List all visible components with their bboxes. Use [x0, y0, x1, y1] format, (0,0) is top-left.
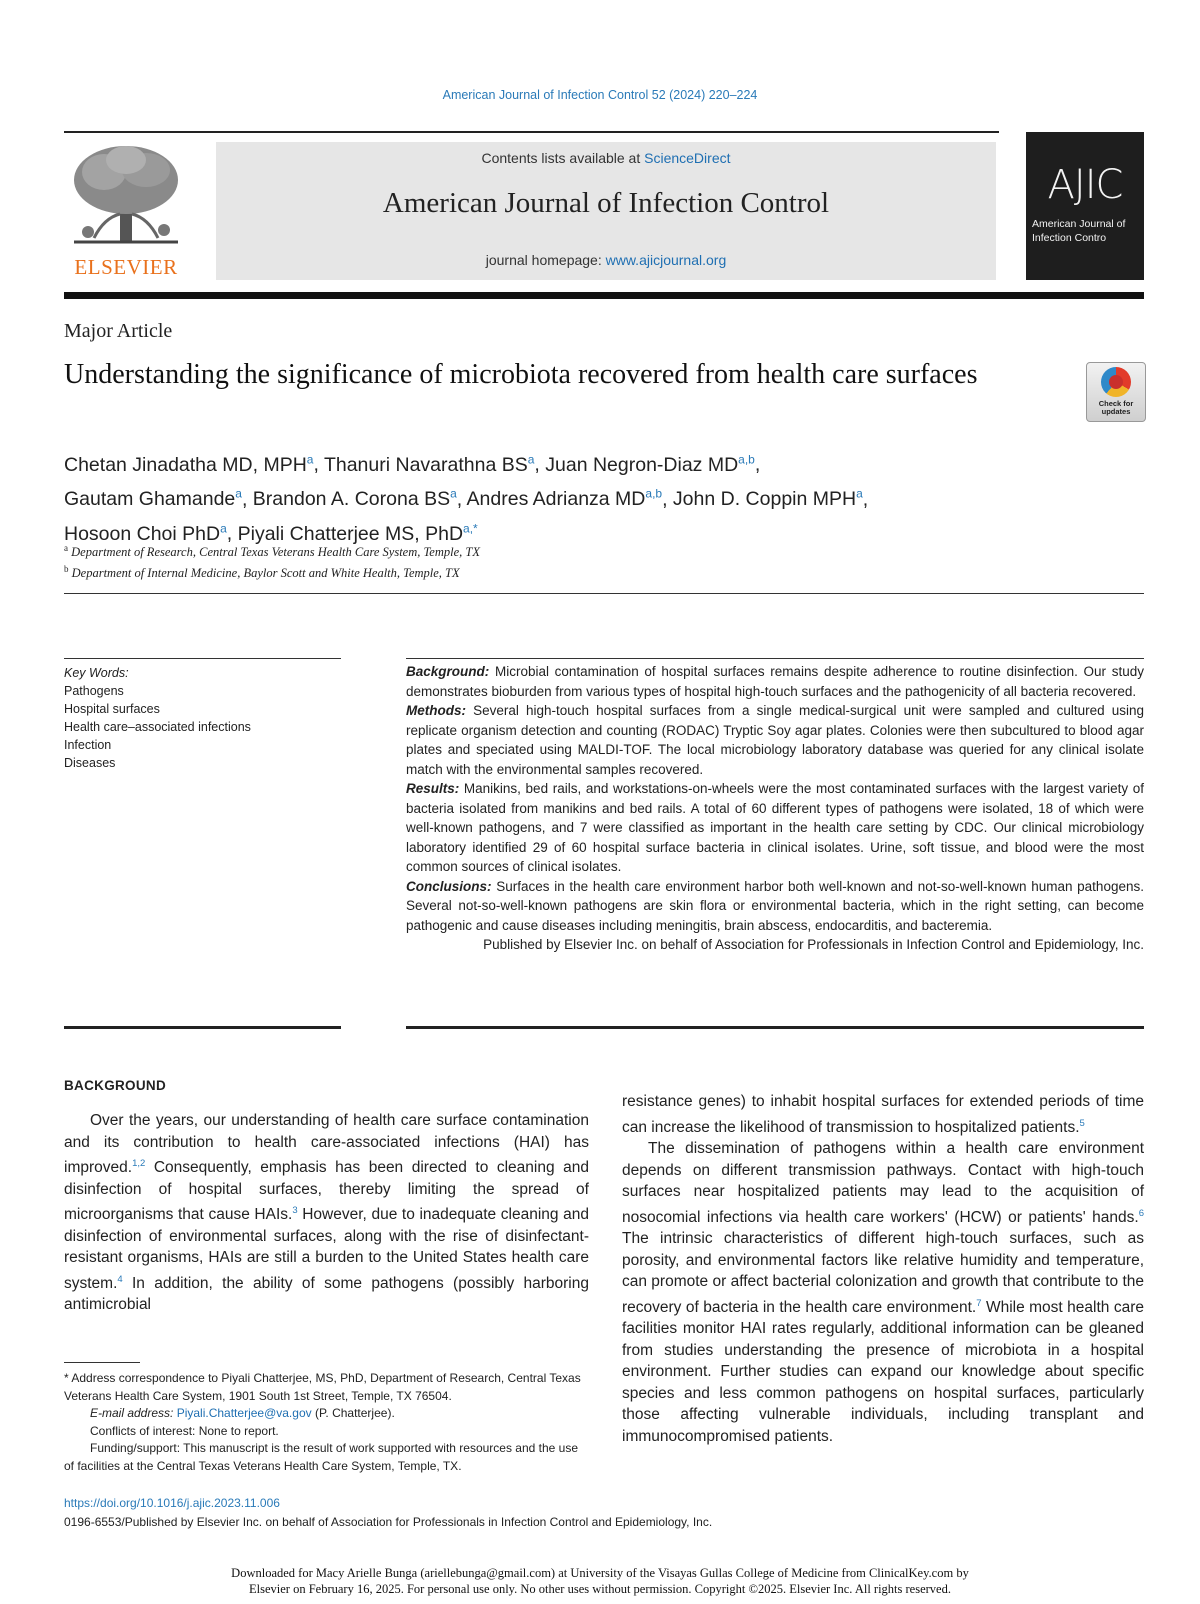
author[interactable]: Andres Adrianza MD$^{a,b}$: [466, 486, 663, 510]
author[interactable]: Juan Negron-Diaz MD$^{a,b}$: [545, 452, 755, 476]
keyword: Diseases: [64, 756, 116, 770]
homepage-prefix: journal homepage:: [485, 252, 606, 268]
crossmark-icon: [1101, 367, 1131, 397]
reference-link[interactable]: 3: [292, 1205, 298, 1217]
elsevier-tree-icon: [64, 142, 188, 254]
author[interactable]: Brandon A. Corona $BS^a$: [252, 486, 457, 510]
author-list: Chetan Jinadatha MD, MPH$^a$, Thanuri Navarathna $BS^a$, Juan Negron-Diaz MD$^{a,b}$, Gautam Ghamande$^a$, Brandon A. Corona $BS^a$, Andres Adrianza MD$^{a,b}$, John D. Coppin MPH$^a$, Hosoon Choi PhD$^a$, Piyali Chatterjee MS, PhD$^{a,*}$: [64, 452, 869, 545]
conflicts-note: Conflicts of interest: None to report.: [90, 1423, 279, 1438]
funding-note: Funding/support: This manuscript is the result of work supported with resources and the use of facilities at the Central Texas Veterans Health Care System, Temple, TX.: [64, 1441, 579, 1473]
article-title: Understanding the significance of microbiota recovered from health care surfaces: [64, 359, 978, 390]
header-thick-rule: [64, 292, 1144, 299]
footnotes: [64, 1370, 589, 1475]
check-for-updates-button[interactable]: [1086, 362, 1146, 422]
homepage-line: [216, 252, 996, 268]
email-note: E-mail address: Piyali.Chatterjee@va.gov (P. Chatterjee).: [90, 1406, 395, 1420]
header-rule: [64, 131, 999, 133]
journal-citation[interactable]: American Journal of Infection Control 52 (2024) 220–224: [442, 88, 758, 102]
author[interactable]: Gautam Ghamande$^a$: [64, 486, 242, 510]
body-paragraph: The dissemination of pathogens within a health care environment depends on different transmission pathways. Contact with high-touch surfaces near hospitalized patients may lead to the acquisition of nosocomial infections via health care workers' (HCW) or patients' hands.$^6$ The intrinsic characteristics of different high-touch surfaces, such as porosity, and environmental factors like relative humidity and temperature, can promote or affect bacterial colonization and growth that contribute to the recovery of bacteria in the health care environment.$^7$ While most health care facilities monitor HAI rates regularly, additional information can be gleaned from studies understanding the presence of microbiota in a hospital environment. Further studies can expand our knowledge about specific species and less common pathogens on hospital surfaces, particularly those affecting vulnerable individuals, including transplant and immunocompromised patients.: [622, 1140, 1144, 1445]
reference-link[interactable]: 1,2: [132, 1158, 146, 1169]
download-line-2: Elsevier on February 16, 2025. For personal use only. No other uses without permission. Copyright ©2025. Elsevier Inc. All rights reserved.: [249, 1582, 951, 1596]
journal-homepage-link[interactable]: www.ajicjournal.org: [605, 252, 727, 268]
author[interactable]: Hosoon Choi PhD$^a$: [64, 521, 227, 545]
abstract-published-by: Published by Elsevier Inc. on behalf of Association for Professionals in Infection Control and Epidemiology, Inc.: [483, 937, 1144, 952]
keyword: Health care–associated infections: [64, 720, 251, 734]
reference-link[interactable]: 4: [117, 1273, 123, 1285]
abstract-background: Background: Microbial contamination of hospital surfaces remains despite adherence to routine disinfection. Our study demonstrates bioburden from various types of hospital high-touch surfaces and the pathogenicity of all bacteria recovered.: [406, 664, 1144, 699]
body-right-column: [622, 1091, 1144, 1447]
body-paragraph: Over the years, our understanding of health care surface contamination and its contribution to health care-associated infections (HAI) has improved.$^{1,2}$ Consequently, emphasis has been directed to cleaning and disinfection of hospital surfaces, thereby limiting the spread of microorganisms that cause HAIs.$^3$ However, due to inadequate cleaning and disinfection of environmental surfaces, along with the rise of disinfectant-resistant organisms, HAIs are still a burden to the United States health care system.$^4$ In addition, the ability of some pathogens (possibly harboring antimicrobial: [64, 1112, 589, 1314]
abstract-rule: [406, 658, 1144, 659]
author[interactable]: Chetan Jinadatha MD, MPH$^a$: [64, 452, 314, 476]
contents-prefix: Contents lists available at: [481, 150, 645, 166]
keyword: Infection: [64, 738, 112, 752]
journal-banner: [216, 142, 996, 280]
email-link[interactable]: Piyali.Chatterjee@va.gov: [176, 1406, 312, 1420]
author[interactable]: Piyali Chatterjee MS, PhD$^{a,*}$: [237, 521, 478, 545]
body-left-column: [64, 1110, 589, 1316]
abstract: [406, 662, 1144, 955]
affiliation: $^a$ Department of Research, Central Texas Veterans Health Care System, Temple, TX: [64, 543, 480, 560]
title-divider: [64, 593, 1144, 594]
body-paragraph: resistance genes) to inhabit hospital surfaces for extended periods of time can increase the likelihood of transmission to hospitalized patients.$^5$: [622, 1093, 1144, 1136]
crossmark-label: Check for updates: [1098, 399, 1134, 416]
article-type: Major Article: [64, 320, 173, 342]
journal-cover[interactable]: [1026, 132, 1144, 280]
elsevier-logo[interactable]: [64, 142, 188, 280]
affiliations: [64, 540, 480, 582]
keywords-bottom-rule: [64, 1026, 341, 1029]
correspondence-note: * Address correspondence to Piyali Chatterjee, MS, PhD, Department of Research, Central Texas Veterans Health Care System, 1901 South 1st Street, Temple, TX 76504.: [64, 1371, 581, 1403]
sciencedirect-link[interactable]: ScienceDirect: [644, 150, 731, 166]
keywords-box: [64, 664, 341, 772]
cover-subtitle: American Journal of Infection Contro: [1032, 218, 1126, 244]
abstract-bottom-rule: [406, 1026, 1144, 1029]
reference-link[interactable]: 7: [976, 1297, 982, 1309]
author[interactable]: John D. Coppin MPH$^a$: [672, 486, 863, 510]
abstract-methods: Methods: Several high-touch hospital surfaces from a single medical-surgical unit were sampled and cultured using replicate organism detection and counting (RODAC) Tryptic Soy agar plates. Colonies were then subcultured to blood agar plates and speciated using MALDI-TOF. The local microbiology laboratory database was queried for any clinical isolate match with the environmental samples recovered.: [406, 703, 1144, 777]
author[interactable]: Thanuri Navarathna $BS^a$: [323, 452, 535, 476]
section-heading: BACKGROUND: [64, 1078, 166, 1093]
doi-link[interactable]: https://doi.org/10.1016/j.ajic.2023.11.006: [64, 1496, 280, 1510]
download-line-1: Downloaded for Macy Arielle Bunga (ariellebunga@gmail.com) at University of the Visayas Gullas College of Medicine from ClinicalKey.com by: [231, 1566, 969, 1580]
keyword: Pathogens: [64, 684, 124, 698]
keyword: Hospital surfaces: [64, 702, 160, 716]
abstract-conclusions: Conclusions: Surfaces in the health care environment harbor both well-known and not-so-well-known human pathogens. Several not-so-well-known pathogens are skin flora or environmental bacteria, which in the right setting, can become pathogenic and cause diseases including meningitis, brain abscess, endocarditis, and bacteremia.: [406, 878, 1144, 933]
keywords-heading: Key Words:: [64, 666, 129, 680]
reference-link[interactable]: 6: [1138, 1207, 1144, 1219]
abstract-results: Results: Manikins, bed rails, and workstations-on-wheels were the most contaminated surfaces with the largest variety of bacteria isolated from manikins and bed rails. A total of 60 different types of pathogens were isolated, 18 of which were well-known pathogens, and 7 were classified as important in the health care setting by CDC. Our clinical microbiology laboratory identified 29 of 60 hospital surface bacteria in clinical isolates. Urine, soft tissue, and blood were the most common sources of clinical isolates.: [406, 781, 1144, 874]
footnote-rule: [64, 1362, 140, 1363]
keywords-rule: [64, 658, 341, 659]
download-notice: [0, 1565, 1200, 1597]
affiliation: $^b$ Department of Internal Medicine, Baylor Scott and White Health, Temple, TX: [64, 564, 460, 581]
reference-link[interactable]: 5: [1079, 1117, 1085, 1129]
elsevier-wordmark: ELSEVIER: [74, 255, 178, 279]
contents-line: [216, 150, 996, 166]
journal-name: American Journal of Infection Control: [382, 187, 830, 219]
issn-line: 0196-6553/Published by Elsevier Inc. on behalf of Association for Professionals in Infection Control and Epidemiology, Inc.: [64, 1515, 713, 1529]
cover-abbrev: AJIC: [1047, 162, 1123, 208]
